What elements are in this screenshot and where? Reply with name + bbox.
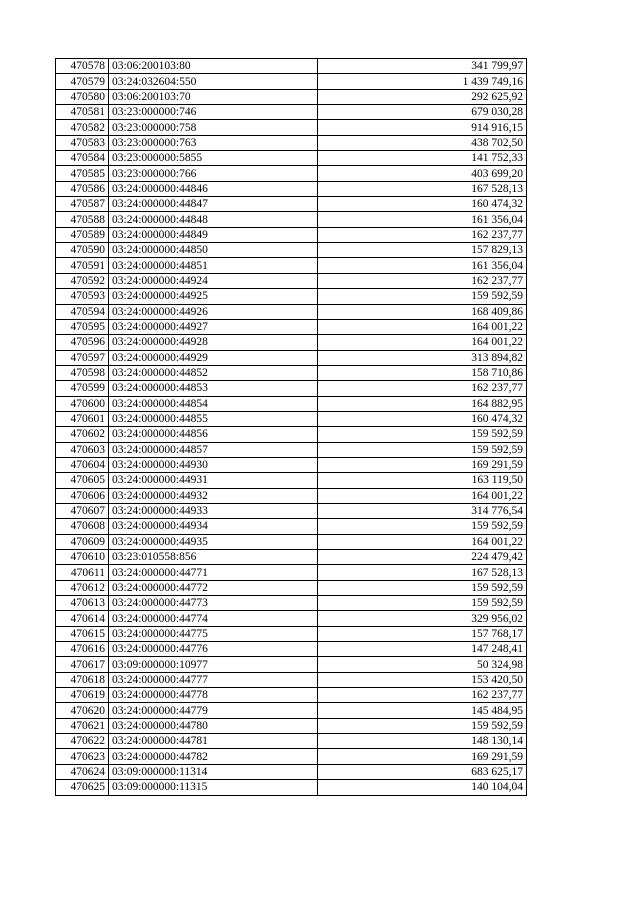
table-body <box>56 59 527 796</box>
row-number-cell: 470620 <box>56 703 109 718</box>
cadastral-value-cell: 159 592,59 <box>318 442 527 457</box>
cadastral-value-cell: 163 119,50 <box>318 473 527 488</box>
cadastral-value-cell: 292 625,92 <box>318 89 527 104</box>
row-number-cell: 470579 <box>56 74 109 89</box>
cadastral-number-cell: 03:24:000000:44852 <box>109 365 318 380</box>
row-number-cell: 470623 <box>56 749 109 764</box>
cadastral-value-cell: 159 592,59 <box>318 427 527 442</box>
cadastral-number-cell: 03:23:000000:763 <box>109 135 318 150</box>
cadastral-value-cell: 164 001,22 <box>318 488 527 503</box>
table-row <box>56 626 527 641</box>
row-number-cell: 470581 <box>56 105 109 120</box>
cadastral-number-cell: 03:24:000000:44857 <box>109 442 318 457</box>
cadastral-value-cell: 164 001,22 <box>318 335 527 350</box>
cadastral-number-cell: 03:23:010558:856 <box>109 550 318 565</box>
cadastral-value-cell: 159 592,59 <box>318 718 527 733</box>
cadastral-value-cell: 162 237,77 <box>318 688 527 703</box>
row-number-cell: 470580 <box>56 89 109 104</box>
cadastral-number-cell: 03:24:000000:44932 <box>109 488 318 503</box>
table-row <box>56 212 527 227</box>
row-number-cell: 470584 <box>56 151 109 166</box>
cadastral-value-cell: 160 474,32 <box>318 411 527 426</box>
cadastral-number-cell: 03:24:000000:44777 <box>109 672 318 687</box>
table-row <box>56 688 527 703</box>
table-row <box>56 181 527 196</box>
table-row <box>56 335 527 350</box>
cadastral-number-cell: 03:24:000000:44773 <box>109 596 318 611</box>
table-row <box>56 550 527 565</box>
table-row <box>56 642 527 657</box>
table-row <box>56 105 527 120</box>
cadastral-number-cell: 03:24:000000:44926 <box>109 304 318 319</box>
row-number-cell: 470587 <box>56 197 109 212</box>
table-row <box>56 672 527 687</box>
table-row <box>56 780 527 795</box>
cadastral-value-cell: 153 420,50 <box>318 672 527 687</box>
cadastral-value-cell: 162 237,77 <box>318 381 527 396</box>
cadastral-number-cell: 03:09:000000:10977 <box>109 657 318 672</box>
row-number-cell: 470597 <box>56 350 109 365</box>
table-row <box>56 319 527 334</box>
row-number-cell: 470585 <box>56 166 109 181</box>
cadastral-number-cell: 03:23:000000:746 <box>109 105 318 120</box>
cadastral-value-cell: 164 001,22 <box>318 319 527 334</box>
cadastral-number-cell: 03:06:200103:80 <box>109 59 318 74</box>
cadastral-value-cell: 160 474,32 <box>318 197 527 212</box>
table-row <box>56 764 527 779</box>
cadastral-value-cell: 167 528,13 <box>318 565 527 580</box>
row-number-cell: 470619 <box>56 688 109 703</box>
table-row <box>56 457 527 472</box>
table-row <box>56 59 527 74</box>
cadastral-value-cell: 169 291,59 <box>318 749 527 764</box>
table-row <box>56 611 527 626</box>
row-number-cell: 470594 <box>56 304 109 319</box>
cadastral-number-cell: 03:24:000000:44933 <box>109 503 318 518</box>
cadastral-number-cell: 03:24:000000:44849 <box>109 227 318 242</box>
table-row <box>56 503 527 518</box>
cadastral-number-cell: 03:24:000000:44772 <box>109 580 318 595</box>
cadastral-number-cell: 03:24:000000:44934 <box>109 519 318 534</box>
cadastral-number-cell: 03:24:000000:44774 <box>109 611 318 626</box>
cadastral-number-cell: 03:24:000000:44928 <box>109 335 318 350</box>
cadastral-value-cell: 162 237,77 <box>318 227 527 242</box>
table-row <box>56 166 527 181</box>
cadastral-value-cell: 914 916,15 <box>318 120 527 135</box>
row-number-cell: 470593 <box>56 289 109 304</box>
row-number-cell: 470624 <box>56 764 109 779</box>
cadastral-value-cell: 147 248,41 <box>318 642 527 657</box>
cadastral-value-cell: 158 710,86 <box>318 365 527 380</box>
cadastral-value-cell: 167 528,13 <box>318 181 527 196</box>
row-number-cell: 470616 <box>56 642 109 657</box>
cadastral-value-table <box>55 58 527 796</box>
table-row <box>56 304 527 319</box>
row-number-cell: 470610 <box>56 550 109 565</box>
row-number-cell: 470600 <box>56 396 109 411</box>
table-row <box>56 657 527 672</box>
row-number-cell: 470578 <box>56 59 109 74</box>
cadastral-number-cell: 03:24:000000:44854 <box>109 396 318 411</box>
table-row <box>56 227 527 242</box>
cadastral-number-cell: 03:09:000000:11314 <box>109 764 318 779</box>
cadastral-number-cell: 03:24:000000:44853 <box>109 381 318 396</box>
table-row <box>56 74 527 89</box>
cadastral-number-cell: 03:06:200103:70 <box>109 89 318 104</box>
cadastral-number-cell: 03:24:000000:44848 <box>109 212 318 227</box>
cadastral-value-cell: 341 799,97 <box>318 59 527 74</box>
cadastral-value-cell: 159 592,59 <box>318 596 527 611</box>
row-number-cell: 470598 <box>56 365 109 380</box>
table-row <box>56 596 527 611</box>
cadastral-value-cell: 403 699,20 <box>318 166 527 181</box>
table-row <box>56 565 527 580</box>
row-number-cell: 470604 <box>56 457 109 472</box>
table-row <box>56 411 527 426</box>
row-number-cell: 470590 <box>56 243 109 258</box>
cadastral-number-cell: 03:24:000000:44855 <box>109 411 318 426</box>
row-number-cell: 470613 <box>56 596 109 611</box>
cadastral-value-cell: 50 324,98 <box>318 657 527 672</box>
cadastral-number-cell: 03:24:000000:44925 <box>109 289 318 304</box>
cadastral-number-cell: 03:24:000000:44778 <box>109 688 318 703</box>
cadastral-value-cell: 157 768,17 <box>318 626 527 641</box>
table-row <box>56 197 527 212</box>
cadastral-number-cell: 03:24:000000:44780 <box>109 718 318 733</box>
cadastral-number-cell: 03:09:000000:11315 <box>109 780 318 795</box>
table-row <box>56 703 527 718</box>
row-number-cell: 470588 <box>56 212 109 227</box>
table-row <box>56 488 527 503</box>
cadastral-number-cell: 03:24:000000:44775 <box>109 626 318 641</box>
cadastral-number-cell: 03:24:000000:44771 <box>109 565 318 580</box>
row-number-cell: 470614 <box>56 611 109 626</box>
cadastral-number-cell: 03:24:000000:44931 <box>109 473 318 488</box>
table-row <box>56 120 527 135</box>
table-row <box>56 442 527 457</box>
table-row <box>56 534 527 549</box>
cadastral-value-cell: 168 409,86 <box>318 304 527 319</box>
row-number-cell: 470601 <box>56 411 109 426</box>
table-row <box>56 258 527 273</box>
table-row <box>56 381 527 396</box>
row-number-cell: 470618 <box>56 672 109 687</box>
row-number-cell: 470591 <box>56 258 109 273</box>
cadastral-value-cell: 314 776,54 <box>318 503 527 518</box>
row-number-cell: 470595 <box>56 319 109 334</box>
cadastral-number-cell: 03:24:000000:44924 <box>109 273 318 288</box>
cadastral-value-cell: 148 130,14 <box>318 734 527 749</box>
table-row <box>56 580 527 595</box>
cadastral-value-cell: 157 829,13 <box>318 243 527 258</box>
cadastral-value-cell: 141 752,33 <box>318 151 527 166</box>
cadastral-number-cell: 03:23:000000:758 <box>109 120 318 135</box>
cadastral-number-cell: 03:24:000000:44782 <box>109 749 318 764</box>
cadastral-number-cell: 03:24:000000:44927 <box>109 319 318 334</box>
cadastral-value-cell: 438 702,50 <box>318 135 527 150</box>
row-number-cell: 470611 <box>56 565 109 580</box>
cadastral-value-cell: 159 592,59 <box>318 519 527 534</box>
cadastral-value-cell: 313 894,82 <box>318 350 527 365</box>
cadastral-value-cell: 161 356,04 <box>318 258 527 273</box>
cadastral-value-cell: 683 625,17 <box>318 764 527 779</box>
cadastral-number-cell: 03:24:000000:44781 <box>109 734 318 749</box>
cadastral-number-cell: 03:24:000000:44856 <box>109 427 318 442</box>
cadastral-number-cell: 03:24:000000:44929 <box>109 350 318 365</box>
row-number-cell: 470617 <box>56 657 109 672</box>
table-row <box>56 273 527 288</box>
cadastral-number-cell: 03:24:000000:44930 <box>109 457 318 472</box>
table-row <box>56 243 527 258</box>
row-number-cell: 470592 <box>56 273 109 288</box>
table-row <box>56 718 527 733</box>
table-row <box>56 151 527 166</box>
row-number-cell: 470589 <box>56 227 109 242</box>
row-number-cell: 470586 <box>56 181 109 196</box>
row-number-cell: 470599 <box>56 381 109 396</box>
row-number-cell: 470608 <box>56 519 109 534</box>
row-number-cell: 470596 <box>56 335 109 350</box>
table-row <box>56 519 527 534</box>
cadastral-number-cell: 03:24:000000:44850 <box>109 243 318 258</box>
cadastral-value-cell: 1 439 749,16 <box>318 74 527 89</box>
row-number-cell: 470606 <box>56 488 109 503</box>
row-number-cell: 470621 <box>56 718 109 733</box>
cadastral-value-cell: 140 104,04 <box>318 780 527 795</box>
row-number-cell: 470603 <box>56 442 109 457</box>
row-number-cell: 470583 <box>56 135 109 150</box>
cadastral-number-cell: 03:23:000000:766 <box>109 166 318 181</box>
cadastral-value-cell: 679 030,28 <box>318 105 527 120</box>
cadastral-value-cell: 159 592,59 <box>318 580 527 595</box>
row-number-cell: 470615 <box>56 626 109 641</box>
table-row <box>56 289 527 304</box>
row-number-cell: 470609 <box>56 534 109 549</box>
table-row <box>56 135 527 150</box>
cadastral-number-cell: 03:24:000000:44847 <box>109 197 318 212</box>
row-number-cell: 470582 <box>56 120 109 135</box>
table-row <box>56 427 527 442</box>
cadastral-value-cell: 329 956,02 <box>318 611 527 626</box>
cadastral-value-cell: 169 291,59 <box>318 457 527 472</box>
table-row <box>56 734 527 749</box>
table-row <box>56 365 527 380</box>
row-number-cell: 470605 <box>56 473 109 488</box>
row-number-cell: 470625 <box>56 780 109 795</box>
cadastral-number-cell: 03:24:000000:44779 <box>109 703 318 718</box>
cadastral-number-cell: 03:24:000000:44776 <box>109 642 318 657</box>
cadastral-number-cell: 03:24:000000:44846 <box>109 181 318 196</box>
cadastral-value-cell: 164 001,22 <box>318 534 527 549</box>
cadastral-value-cell: 161 356,04 <box>318 212 527 227</box>
cadastral-value-cell: 164 882,95 <box>318 396 527 411</box>
cadastral-value-cell: 145 484,95 <box>318 703 527 718</box>
cadastral-value-cell: 162 237,77 <box>318 273 527 288</box>
cadastral-value-cell: 224 479,42 <box>318 550 527 565</box>
row-number-cell: 470612 <box>56 580 109 595</box>
row-number-cell: 470602 <box>56 427 109 442</box>
cadastral-number-cell: 03:24:000000:44851 <box>109 258 318 273</box>
table-row <box>56 749 527 764</box>
cadastral-value-cell: 159 592,59 <box>318 289 527 304</box>
table-row <box>56 473 527 488</box>
cadastral-number-cell: 03:24:032604:550 <box>109 74 318 89</box>
table-row <box>56 89 527 104</box>
row-number-cell: 470607 <box>56 503 109 518</box>
cadastral-number-cell: 03:23:000000:5855 <box>109 151 318 166</box>
table-row <box>56 350 527 365</box>
table-row <box>56 396 527 411</box>
row-number-cell: 470622 <box>56 734 109 749</box>
cadastral-number-cell: 03:24:000000:44935 <box>109 534 318 549</box>
